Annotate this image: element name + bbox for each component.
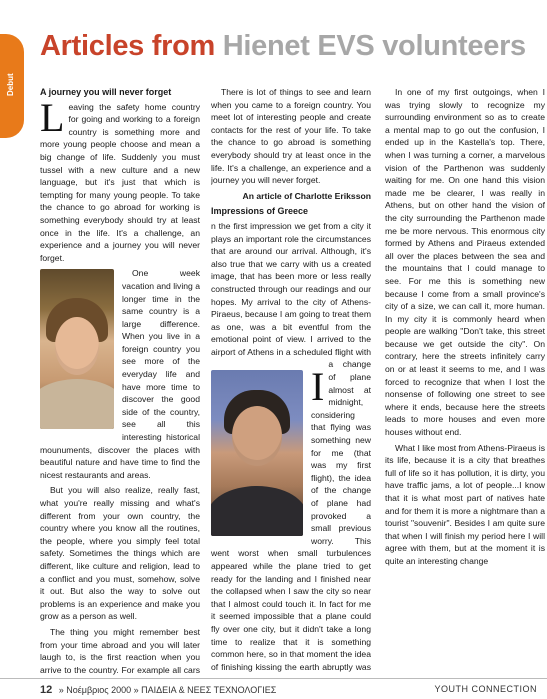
headline-part2: Hienet EVS volunteers <box>222 30 526 62</box>
page-footer <box>0 678 547 699</box>
article2-para2: In one of my first outgoings, when I was trying slowly to recognize my surrounding environment so as to create a mental map to go out the confusion, I ended up in the Kastella's top. There, when I was turning a corner, a marvelous vision of the Parthenon was suddenly waiting for me. On one hand this vision made me be clearer, I was really in Athens, but on other hand the vision of the city surrounding the Parthenon made me be more nervous. This enormous city formed by Athens and Piraeus extended all over the places between the sea and the mountains that I could manage to see. For me this is something new because I come from a small province's city of a size, we can call it, more human. In my city it is commonly heard when people are walking "Don't take, this street because we get outside the city". On contrary, here the streets infinitely carry on or at least it seems to me, and I was forced to recognize that when I lost the nonsense of following one street to see where it ends, because here the streets leads to more houses and even more houses without end. <box>385 87 545 438</box>
section-tab <box>0 34 24 138</box>
charlotte-photo <box>40 269 114 429</box>
footer-section: YOUTH CONNECTION <box>434 684 537 694</box>
headline-part1: Articles from <box>40 30 223 62</box>
article1-signoff: An article of Charlotte Eriksson <box>242 190 371 201</box>
article1-drop-cap: L <box>40 94 65 140</box>
article1-para5: There is lot of things to see and learn when you came to a foreign country. You meet lot of interesting people and create contacts for the rest of your life. To take the chance to go abroad is something everybody should try at least once in the life. It's a challenge, an experience and a journey you will never forget. <box>211 87 371 186</box>
article1-para1-text: eaving the safety home country for going and working to a foreign country is something more and more young people choose and mean a big change of life. Suddenly you must tussel with a new culture and a new language, but it's just that which is tempting for many young people. To take the chance to go abroad for working is something everybody should try at least once in the life. It's a challenge, an experience and a journey you will never forget. <box>40 101 200 263</box>
photo-shoulders <box>211 486 303 536</box>
greece-author-photo <box>211 370 303 536</box>
page-headline <box>40 30 526 63</box>
article1-para1 <box>40 94 200 265</box>
article1-para3: But you will also realize, really fast, what you're really missing and what's different from your own country, the country where you know all the routines, the people, where you simply feel total safety. Sometimes the things which are different, like culture and religion, lead to a conflict and you must, somehow, solve it out. But also the way to solve out problems is an experience and make you grow as a person as well. <box>40 485 200 622</box>
section-tab-label: Debut <box>6 73 15 96</box>
article2-drop-cap: I <box>311 363 325 409</box>
article2-para3: What I like most from Athens-Piraeus is its life, because it is a city that breathes full of life so it has pollution, it is dirty, you have traffic jams, a lot of people...I know that it is what most part of natives hate and for them it is more a nightmare than a tourist "souvenir". Besides I am quite sure that when I will finish my period here I will agree with them, but at the moment it is quite an interesting change <box>385 442 545 566</box>
footer-left <box>40 684 276 696</box>
article1-title: A journey you will never forget <box>40 87 172 97</box>
photo-face <box>55 317 99 375</box>
article1-para4: The thing you might remember best from your time abroad and you will later laugh to, is the first reaction when you arrive to the country. For example all cars <box>40 626 200 675</box>
magazine-name: ΠΑΙΔΕΙΑ & ΝΕΕΣ ΤΕΧΝΟΛΟΓΙΕΣ <box>141 685 277 695</box>
page-number: 12 <box>40 684 53 696</box>
article2-title: Impressions of Greece <box>211 206 309 217</box>
article2-para1-text: n the first impression we get from a city it plays an important role the circumstances that are around our arrival. Although, it's also true that we carry with us a created image, that has been more or less really constructed through our readings and our hopes. My arrival to the city of Athens-Piraeus, because I am going to treat them as one, was a bit eventful from the emotional point of view. I arrived to the airport of Athens in a scheduled flight with a change of plane almost at midnight, considering that flying was something new for me (that was my first flight), the idea of the change of plane had provoked a small previous worry. This went worst when small turbulences appeared while the plane tried to get ready for the landing and I finished near the collapsed when I saw the city so near that I almost could touch it. In fact for me it seemed impossible that a plane could fly over one city, but it didn't take a long time to realize that it is something common here, so in that moment the idea of finishing kissing the earth abruptly was <box>211 220 371 672</box>
issue-date: » Νοέμβριος 2000 » <box>58 685 139 695</box>
photo-face <box>232 406 282 466</box>
column-2 <box>211 86 371 676</box>
column-1 <box>40 86 200 676</box>
photo-shoulders <box>40 379 114 429</box>
column-3 <box>385 86 545 676</box>
article1-para2: One week vacation and living a longer time in the same country is a large difference. When you live in a foreign country you see more of the everyday life and have more time to discover the good side of the country, see all this interesting historical mounuments, discover the places with beautiful nature and have time to find the nicest restaurants and areas. <box>40 268 200 480</box>
